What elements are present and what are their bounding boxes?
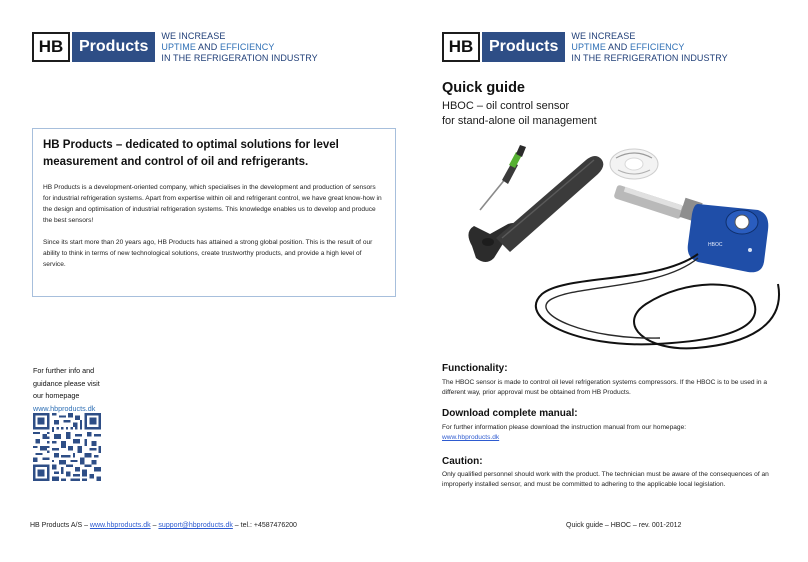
logo-hb-mark: HB bbox=[32, 32, 70, 62]
logo-slogan bbox=[571, 32, 727, 62]
functionality-heading: Functionality: bbox=[442, 363, 508, 374]
slogan-line2 bbox=[161, 42, 317, 53]
slogan-line2 bbox=[571, 42, 727, 53]
spool-icon bbox=[610, 149, 658, 179]
hb-products-logo-left bbox=[32, 32, 318, 62]
slogan-and: AND bbox=[605, 41, 630, 52]
download-link[interactable]: www.hbproducts.dk bbox=[442, 434, 500, 441]
logo-products-mark: Products bbox=[482, 32, 565, 62]
logo-slogan bbox=[161, 32, 317, 62]
svg-text:HBOC: HBOC bbox=[708, 242, 723, 248]
slogan-and: AND bbox=[195, 41, 220, 52]
slogan-line3: IN THE REFRIGERATION INDUSTRY bbox=[161, 52, 318, 63]
footer-separator: – bbox=[150, 522, 159, 529]
slogan-efficiency: EFFICIENCY bbox=[219, 41, 275, 52]
footer-company: HB Products A/S – bbox=[30, 522, 90, 529]
screwdriver-icon bbox=[480, 145, 526, 210]
footer-left bbox=[30, 522, 297, 529]
further-info-line-2: guidance please visit bbox=[33, 378, 100, 388]
slogan-line1: WE INCREASE bbox=[571, 30, 636, 41]
footer-email-link[interactable]: support@hbproducts.dk bbox=[158, 522, 233, 529]
download-text bbox=[442, 423, 790, 443]
wrench-icon bbox=[468, 156, 603, 262]
product-subtitle-2: for stand-alone oil management bbox=[442, 115, 597, 127]
sensor-probe-icon bbox=[613, 184, 702, 222]
caution-text: Only qualified personnel should work with the product. The technician must be aware of the consequences of an improperly installed sensor, and must be committed to adhering to the applicable local legislation. bbox=[442, 471, 769, 488]
info-box-heading: HB Products – dedicated to optimal solutions for level measurement and control of oil and refrigerants. bbox=[43, 139, 339, 168]
logo-products-mark: Products bbox=[72, 32, 155, 62]
footer-telephone: – tel.: +4587476200 bbox=[232, 522, 297, 529]
functionality-text: The HBOC sensor is made to control oil level refrigeration systems compressors. If the HBOC is to be used in a different way, prior approval must be obtained from HB Products. bbox=[442, 379, 768, 396]
download-heading: Download complete manual: bbox=[442, 408, 578, 419]
further-info-block bbox=[33, 365, 153, 415]
slogan-uptime: UPTIME bbox=[571, 41, 606, 52]
slogan-uptime: UPTIME bbox=[161, 41, 196, 52]
further-info-line-1: For further info and bbox=[33, 366, 95, 375]
info-box-paragraph-2: Since its start more than 20 years ago, HB Products has attained a strong global position. This is the result of our ability to think in terms of new technological solutions, create trustworthy products, and provide a high level of service. bbox=[43, 239, 373, 268]
caution-heading: Caution: bbox=[442, 456, 483, 467]
slogan-line3: IN THE REFRIGERATION INDUSTRY bbox=[571, 52, 728, 63]
logo-hb-mark: HB bbox=[442, 32, 480, 62]
further-info-line-3: our homepage bbox=[33, 391, 80, 400]
product-subtitle: HBOC – oil control sensor bbox=[442, 100, 570, 112]
footer-website-link[interactable]: www.hbproducts.dk bbox=[89, 522, 151, 529]
footer-right: Quick guide – HBOC – rev. 001-2012 bbox=[566, 522, 682, 529]
slogan-efficiency: EFFICIENCY bbox=[629, 41, 685, 52]
page-title: Quick guide bbox=[442, 80, 525, 96]
product-photo bbox=[446, 134, 802, 358]
company-info-box bbox=[32, 128, 396, 297]
homepage-link[interactable]: www.hbproducts.dk bbox=[33, 403, 96, 413]
slogan-line1: WE INCREASE bbox=[161, 30, 226, 41]
qr-code-icon[interactable] bbox=[33, 413, 101, 481]
info-box-paragraph-1: HB Products is a development-oriented company, which specialises in the development and production of sensors for industrial refrigeration systems. Apart from expertise within oil and refrigerant control, we have great know-how in the design and optimisation of industrial refrigeration systems. This knowledge enables us to develop and produce the best sensors! bbox=[43, 184, 382, 224]
hb-products-logo-right bbox=[442, 32, 728, 62]
sensor-head-icon bbox=[688, 204, 769, 272]
download-text-line: For further information please download the instruction manual from our homepage: bbox=[442, 424, 687, 431]
